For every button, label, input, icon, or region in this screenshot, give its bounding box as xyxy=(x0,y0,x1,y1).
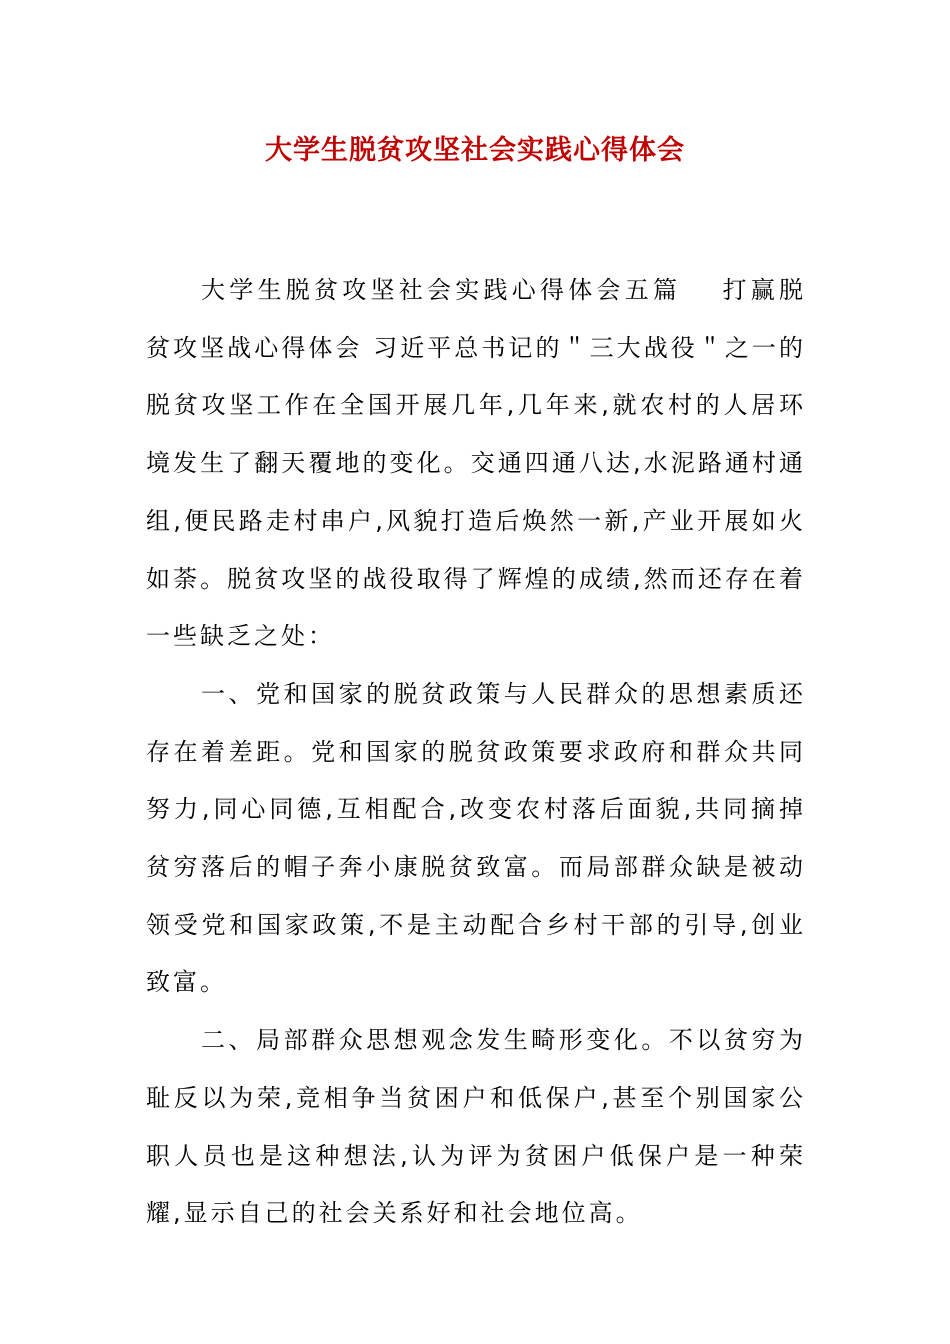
paragraph-one: 一、党和国家的脱贫政策与人民群众的思想素质还存在着差距。党和国家的脱贫政策要求政府和群众共同努力,同心同德,互相配合,改变农村落后面貌,共同摘掉贫穷落后的帽子奔小康脱贫致富。而局部群众缺是被动领受党和国家政策,不是主动配合乡村干部的引导,创业致富。 xyxy=(146,679,806,997)
intro-paragraph xyxy=(146,262,806,666)
intro-body-text: 打赢脱贫攻坚战心得体会 习近平总书记的＂三大战役＂之一的脱贫攻坚工作在全国开展几年,几年来,就农村的人居环境发生了翻天覆地的变化。交通四通八达,水泥路通村通组,便民路走村串户,风貌打造后焕然一新,产业开展如火如荼。脱贫攻坚的战役取得了辉煌的成绩,然而还存在着一些缺乏之处： xyxy=(146,276,806,651)
document-body xyxy=(146,262,806,1243)
intro-heading-text: 大学生脱贫攻坚社会实践心得体会五篇 xyxy=(201,276,682,304)
paragraph-two: 二、局部群众思想观念发生畸形变化。不以贫穷为耻反以为荣,竞相争当贫困户和低保户,甚至个别国家公职人员也是这种想法,认为评为贫困户低保户是一种荣耀,显示自己的社会关系好和社会地位高。 xyxy=(146,1026,806,1228)
document-title: 大学生脱贫攻坚社会实践心得体会 xyxy=(265,135,685,166)
